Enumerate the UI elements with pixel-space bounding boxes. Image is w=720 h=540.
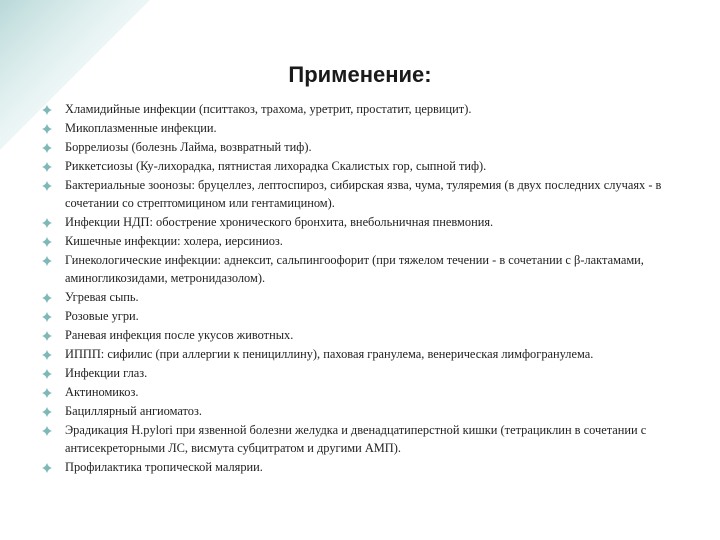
list-item bbox=[40, 158, 665, 176]
fleuron-bullet-icon bbox=[42, 312, 52, 322]
list-item bbox=[40, 289, 665, 307]
fleuron-bullet-icon bbox=[42, 124, 52, 134]
fleuron-bullet-icon bbox=[42, 237, 52, 247]
list-item bbox=[40, 177, 665, 213]
fleuron-bullet-icon bbox=[42, 369, 52, 379]
fleuron-bullet-icon bbox=[42, 426, 52, 436]
list-item-text: Эрадикация H.pylori при язвенной болезни желудка и двенадцатиперстной кишки (тетрациклин в сочетании с антисекреторными ЛС, висмута субцитратом и другими АМП). bbox=[65, 422, 647, 455]
fleuron-bullet-icon bbox=[42, 181, 52, 191]
list-item-text: ИППП: сифилис (при аллергии к пенициллину), паховая гранулема, венерическая лимфогранулема. bbox=[65, 346, 594, 361]
fleuron-bullet-icon bbox=[42, 143, 52, 153]
list-item-text: Микоплазменные инфекции. bbox=[65, 121, 217, 135]
list-item bbox=[40, 422, 665, 458]
list-item-text: Актиномикоз. bbox=[65, 384, 139, 399]
list-item bbox=[40, 308, 665, 326]
list-item-text: Раневая инфекция после укусов животных. bbox=[65, 327, 294, 342]
list-item bbox=[40, 120, 665, 138]
list-item-text: Угревая сыпь. bbox=[65, 289, 139, 304]
list-item-text: Риккетсиозы (Ку-лихорадка, пятнистая лихорадка Скалистых гор, сыпной тиф). bbox=[65, 159, 487, 173]
fleuron-bullet-icon bbox=[42, 350, 52, 360]
fleuron-bullet-icon bbox=[42, 162, 52, 172]
fleuron-bullet-icon bbox=[42, 105, 52, 115]
fleuron-bullet-icon bbox=[42, 218, 52, 228]
list-item bbox=[40, 139, 665, 157]
list-item-text: Кишечные инфекции: холера, иерсиниоз. bbox=[65, 233, 283, 248]
fleuron-bullet-icon bbox=[42, 388, 52, 398]
slide-title: Применение: bbox=[288, 62, 432, 87]
list-item bbox=[40, 346, 665, 364]
fleuron-bullet-icon bbox=[42, 256, 52, 266]
list-item bbox=[40, 403, 665, 421]
list-item bbox=[40, 101, 665, 119]
fleuron-bullet-icon bbox=[42, 463, 52, 473]
list-item bbox=[40, 252, 665, 288]
list-item-text: Бациллярный ангиоматоз. bbox=[65, 403, 202, 418]
fleuron-bullet-icon bbox=[42, 331, 52, 341]
fleuron-bullet-icon bbox=[42, 407, 52, 417]
list-item bbox=[40, 459, 665, 477]
list-item bbox=[40, 384, 665, 402]
list-item-text: Профилактика тропической малярии. bbox=[65, 459, 263, 474]
list-item-text: Хламидийные инфекции (пситтакоз, трахома, уретрит, простатит, цервицит). bbox=[65, 102, 472, 116]
list-item-text: Розовые угри. bbox=[65, 308, 139, 323]
list-item bbox=[40, 233, 665, 251]
list-item-text: Гинекологические инфекции: аднексит, сальпингоофорит (при тяжелом течении - в сочетании с β-лактамами, аминогликозидами, метронидазолом). bbox=[65, 252, 644, 285]
bullet-list bbox=[40, 101, 665, 478]
list-item bbox=[40, 214, 665, 232]
fleuron-bullet-icon bbox=[42, 293, 52, 303]
list-item-text: Инфекции глаз. bbox=[65, 365, 148, 380]
list-item-text: Боррелиозы (болезнь Лайма, возвратный тиф). bbox=[65, 140, 312, 154]
list-item bbox=[40, 327, 665, 345]
list-item bbox=[40, 365, 665, 383]
list-item-text: Бактериальные зоонозы: бруцеллез, лептоспироз, сибирская язва, чума, туляремия (в двух последних случаях - в сочетании со стрептомицином или гентамицином). bbox=[65, 178, 662, 210]
list-item-text: Инфекции НДП: обострение хронического бронхита, внебольничная пневмония. bbox=[65, 214, 494, 229]
